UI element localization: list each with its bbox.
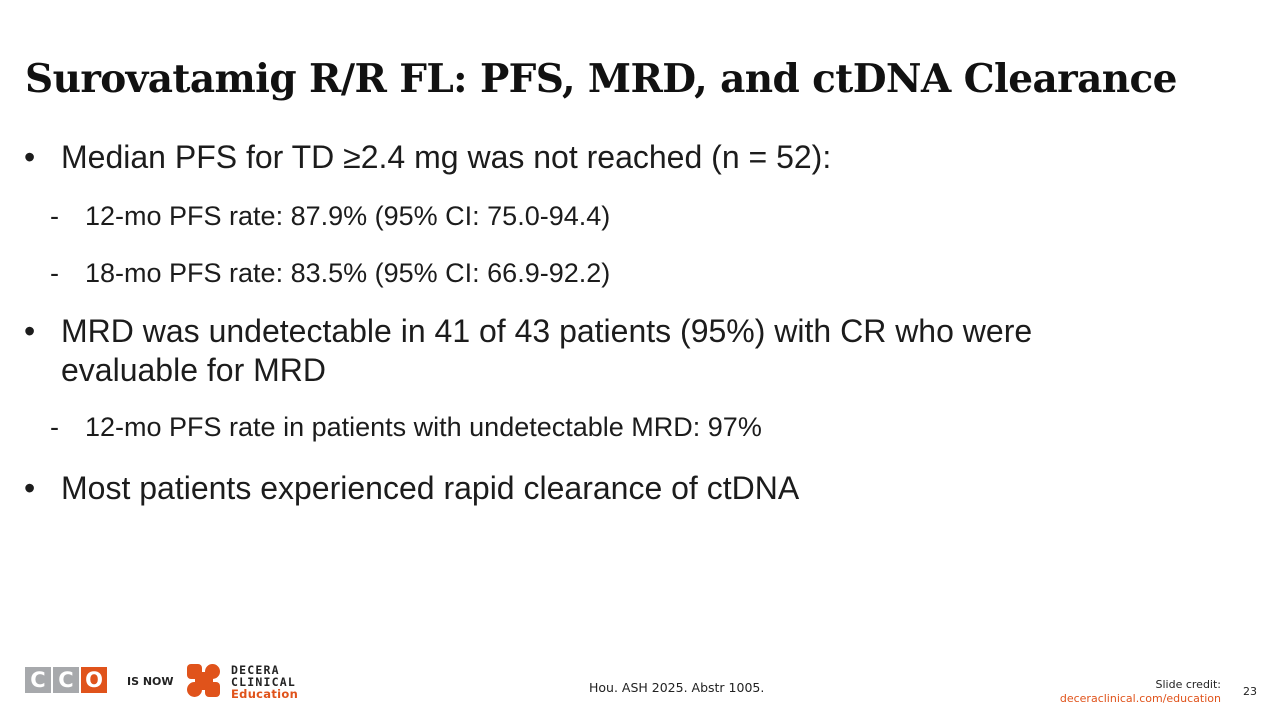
brand-line-2: CLINICAL (231, 675, 296, 689)
bullet-marker: • (24, 470, 36, 506)
sub-bullet-marker: - (50, 412, 59, 442)
cco-logo-letter: C (25, 667, 51, 693)
sub-bullet-marker: - (50, 201, 59, 231)
sub-bullet-marker: - (50, 258, 59, 288)
bullet-text: MRD was undetectable in 41 of 43 patients (95%) with CR who were evaluable for MRD (61, 313, 1033, 388)
decera-wordmark (231, 664, 298, 700)
credit-link[interactable]: deceraclinical.com/education (1059, 692, 1221, 705)
bullet-marker: • (24, 313, 36, 349)
brand-line-3: Education (231, 687, 299, 701)
sub-bullet-text: 18-mo PFS rate: 83.5% (95% CI: 66.9-92.2) (85, 258, 611, 288)
citation: Hou. ASH 2025. Abstr 1005. (589, 680, 765, 695)
page-number: 23 (1243, 685, 1257, 698)
sub-bullet-text: 12-mo PFS rate: 87.9% (95% CI: 75.0-94.4) (85, 201, 611, 231)
bullet-text: Most patients experienced rapid clearance of ctDNA (61, 470, 800, 506)
cco-logo-letter: C (53, 667, 79, 693)
bullet-marker: • (24, 139, 36, 175)
brand-line-1: DECERA (231, 663, 280, 677)
decera-logo-icon (187, 664, 221, 698)
bullet-text: Median PFS for TD ≥2.4 mg was not reached (n = 52): (61, 139, 832, 175)
is-now-label: IS NOW (127, 675, 174, 688)
slide-title: Surovatamig R/R FL: PFS, MRD, and ctDNA Clearance (25, 56, 1177, 102)
slide-credit (1060, 678, 1221, 706)
sub-bullet-text: 12-mo PFS rate in patients with undetectable MRD: 97% (85, 412, 762, 442)
credit-label: Slide credit: (1155, 678, 1221, 691)
cco-logo-letter: O (81, 667, 107, 693)
